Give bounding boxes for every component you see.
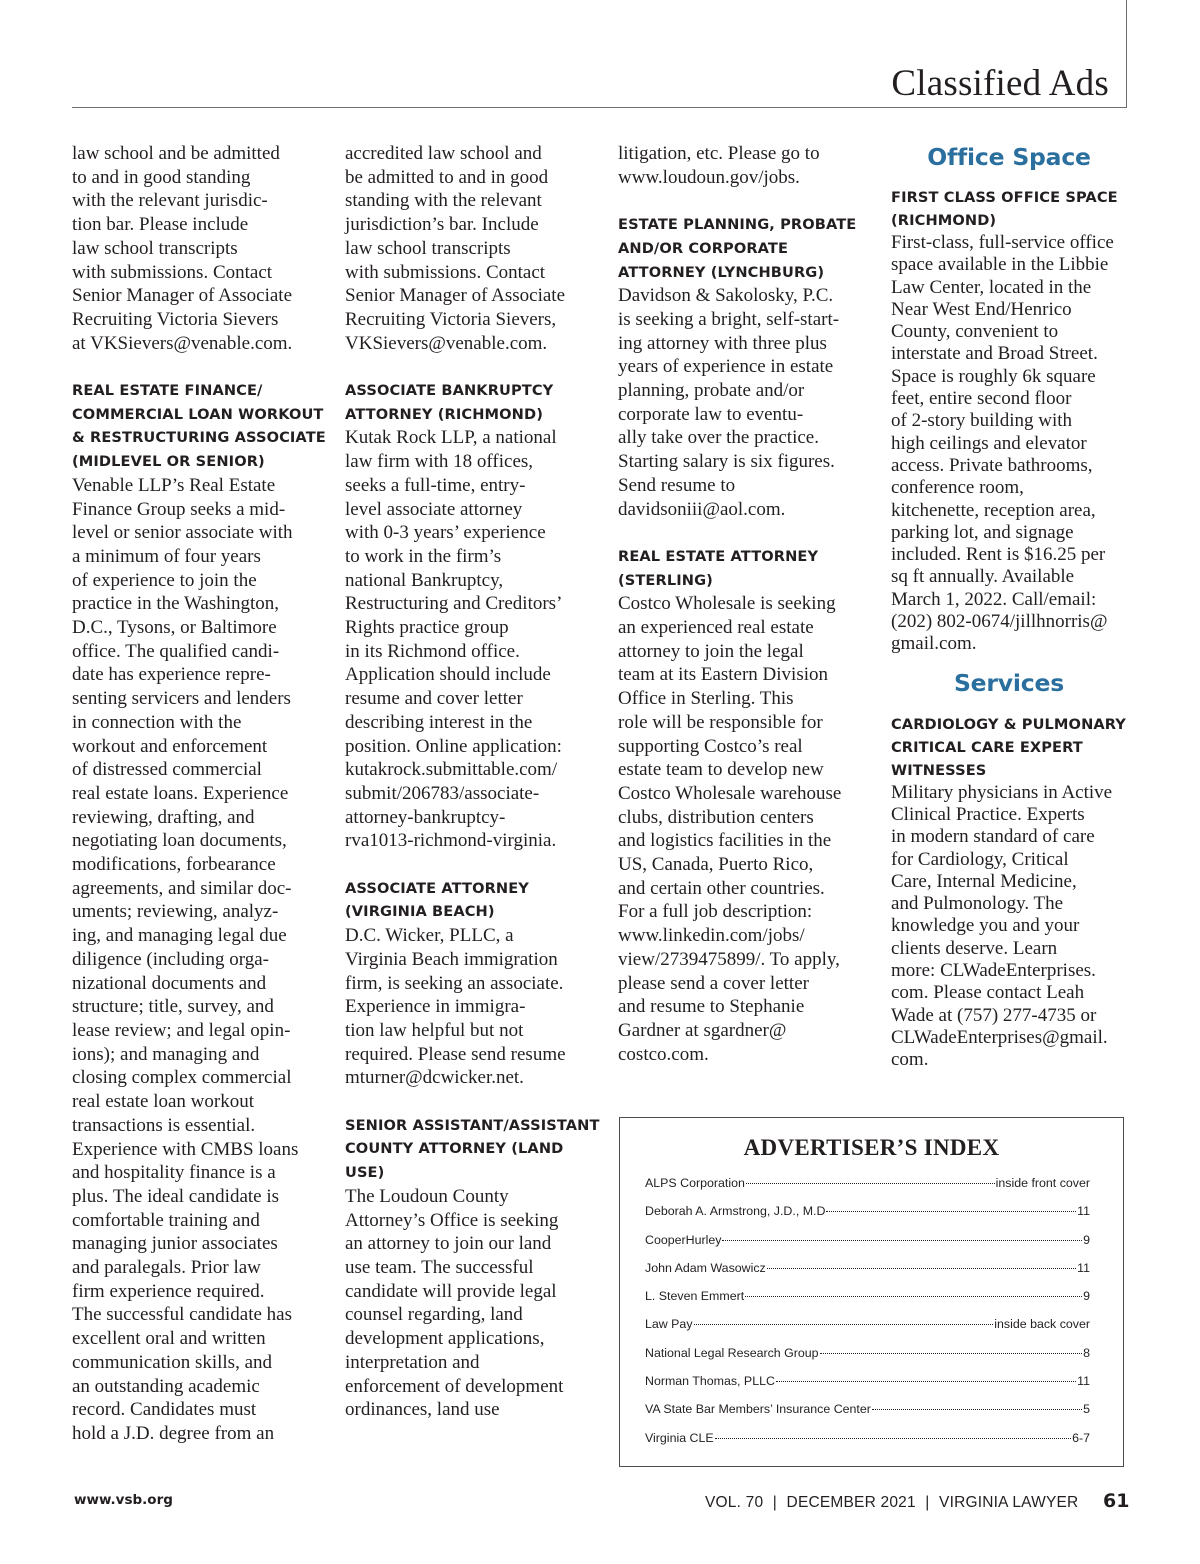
listing-body-line: in its Richmond office. (345, 640, 520, 662)
listing-body-line: Military physicians in Active (891, 781, 1113, 803)
listing-body-line: in modern standard of care (891, 826, 1095, 848)
listing-body-line: jurisdiction’s bar. Include (345, 214, 539, 236)
header-horizontal-rule (72, 107, 1127, 108)
paragraph-spacer (618, 521, 873, 545)
advertiser-page: 11 (1077, 1260, 1090, 1275)
advertiser-entry (645, 1233, 1090, 1261)
listing-heading-line: (RICHMOND) (891, 212, 997, 229)
header-vertical-rule (1126, 0, 1127, 107)
listing-body-line: and hospitality finance is a (72, 1162, 276, 1184)
listing-body-line: US, Canada, Puerto Rico, (618, 854, 814, 876)
listing-body-line: use team. The successful (345, 1257, 534, 1278)
listing-body-line: comfortable training and (72, 1209, 260, 1231)
listing-body-line: feet, entire second floor (891, 388, 1072, 410)
listing-heading-line: COMMERCIAL LOAN WORKOUT (72, 405, 324, 423)
advertiser-name: National Legal Research Group (645, 1345, 819, 1360)
listing-body-line: resume and cover letter (345, 688, 523, 710)
advertiser-entry (645, 1204, 1090, 1232)
listing-body-line: ions); and managing and (72, 1043, 260, 1065)
listing-heading (891, 186, 1127, 232)
listing-body-line: transactions is essential. (72, 1114, 256, 1136)
listing-body-line: development applications, (345, 1328, 545, 1350)
listing-heading (891, 713, 1127, 782)
listing-body-line: seeks a full-time, entry- (345, 474, 526, 496)
column-2 (345, 142, 600, 1422)
listing-body (618, 284, 873, 521)
listing-body-line: position. Online application: (345, 735, 562, 757)
listing-body-line: high ceilings and elevator (891, 432, 1087, 454)
listing-body-line: D.C. Wicker, PLLC, a (345, 925, 514, 947)
listing-body-line: and resume to Stephanie (618, 996, 805, 1018)
listing-body-line: kitchenette, reception area, (891, 499, 1096, 521)
footer-website[interactable]: www.vsb.org (74, 1492, 173, 1508)
listing-body-line: sq ft annually. Available (891, 566, 1075, 588)
listing-body-line: with submissions. Contact (72, 261, 273, 283)
advertiser-page: inside front cover (995, 1176, 1090, 1190)
listing-body-line: level or senior associate with (72, 522, 293, 544)
listing-body-line: Recruiting Victoria Sievers, (345, 308, 557, 330)
listing-body-line: years of experience in estate (618, 356, 834, 378)
listing-body-line: and certain other countries. (618, 877, 825, 899)
paragraph-spacer (345, 1090, 595, 1114)
listing-body-line: Near West End/Henrico (891, 298, 1072, 320)
listing-body (345, 1185, 595, 1422)
listing-body-line: of 2-story building with (891, 410, 1073, 432)
listing-heading-line: ASSOCIATE ATTORNEY (345, 879, 529, 897)
listing-heading-line: ATTORNEY (LYNCHBURG) (618, 263, 825, 281)
listing-body-line: davidsoniii@aol.com. (618, 498, 786, 520)
listing-body-line: workout and enforcement (72, 735, 268, 757)
listing-body-line: nizational documents and (72, 972, 267, 994)
advertiser-entry (645, 1317, 1090, 1345)
listing-body-line: Wade at (757) 277-4735 or (891, 1004, 1097, 1026)
listing-body-line: a minimum of four years (72, 545, 261, 567)
listing-body (72, 142, 322, 355)
listing-body-line: communication skills, and (72, 1351, 273, 1373)
listing-body-line: space available in the Libbie (891, 254, 1109, 276)
listing-body-line: uments; reviewing, analyz- (72, 901, 279, 923)
listing-body-line: in connection with the (72, 711, 242, 733)
listing-heading (72, 379, 326, 474)
listing-body-line: tion law helpful but not (345, 1019, 524, 1041)
listing-body-line: law school transcripts (72, 237, 238, 259)
listing-body-line: access. Private bathrooms, (891, 454, 1093, 476)
listing-body-line: Finance Group seeks a mid- (72, 498, 286, 520)
listing-body-line: structure; title, survey, and (72, 996, 274, 1018)
column-1 (72, 142, 326, 1446)
listing-body-line: submit/206783/associate- (345, 782, 540, 804)
listing-body (891, 232, 1127, 656)
listing-body-line: lease review; and legal opin- (72, 1020, 291, 1041)
footer-publication-info (705, 1494, 1078, 1512)
listing-body-line: date has experience repre- (72, 664, 271, 686)
listing-body (345, 142, 595, 355)
footer-separator: | (925, 1494, 930, 1511)
listing-body-line: law school transcripts (345, 237, 511, 259)
listing-body-line: an attorney to join our land (345, 1233, 552, 1255)
listing-body-line: diligence (including orga- (72, 948, 269, 970)
listing-body-line: Venable LLP’s Real Estate (72, 474, 276, 496)
dot-leader (776, 1381, 1076, 1382)
listing-body-line: is seeking a bright, self-start- (618, 308, 840, 330)
advertiser-page: 11 (1077, 1374, 1090, 1389)
listing-body-line: ing, and managing legal due (72, 925, 287, 947)
listing-body-line: March 1, 2022. Call/email: (891, 588, 1097, 610)
listing-body-line: for Cardiology, Critical (891, 848, 1069, 870)
listing-heading-line: ATTORNEY (RICHMOND) (345, 405, 543, 423)
advertiser-page: 5 (1083, 1402, 1090, 1417)
advertiser-entry (645, 1261, 1090, 1289)
listing-heading-line: SENIOR ASSISTANT/ASSISTANT (345, 1116, 600, 1134)
listing-body-line: with submissions. Contact (345, 261, 546, 283)
listing-body (345, 426, 595, 853)
listing-body-line: Space is roughly 6k square (891, 365, 1096, 387)
listing-body-line: Restructuring and Creditors’ (345, 593, 563, 615)
listing-body-line: and Pulmonology. The (891, 893, 1064, 915)
listing-body-line: CLWadeEnterprises@gmail. (891, 1026, 1108, 1048)
dot-leader (722, 1240, 1082, 1241)
listing-body-line: parking lot, and signage (891, 521, 1074, 543)
listing-heading-line: ESTATE PLANNING, PROBATE (618, 216, 857, 234)
listing-body-line: be admitted to and in good (345, 166, 549, 188)
advertiser-page: 6-7 (1072, 1430, 1090, 1445)
listing-body-line: closing complex commercial (72, 1067, 292, 1089)
advertiser-page: inside back cover (994, 1317, 1090, 1332)
listing-body-line: Senior Manager of Associate (345, 285, 566, 307)
listing-body-line: please send a cover letter (618, 972, 809, 994)
listing-body-line: VKSievers@venable.com. (345, 332, 548, 354)
dot-leader (820, 1353, 1083, 1354)
listing-heading-line: REAL ESTATE FINANCE/ (72, 382, 263, 400)
listing-body-line: mturner@dcwicker.net. (345, 1067, 524, 1089)
listing-body-line: more: CLWadeEnterprises. (891, 960, 1096, 982)
listing-heading-line: (MIDLEVEL OR SENIOR) (72, 453, 265, 471)
listing-body-line: tion bar. Please include (72, 214, 249, 236)
column-3 (618, 142, 873, 1066)
listing-body-line: The successful candidate has (72, 1304, 292, 1326)
listing-body (891, 782, 1127, 1072)
category-heading: Office Space (927, 143, 1091, 171)
listing-body-line: view/2739475899/. To apply, (618, 948, 840, 970)
listing-body-line: Clinical Practice. Experts (891, 803, 1085, 825)
listing-heading-line: WITNESSES (891, 761, 987, 779)
listing-body-line: (202) 802-0674/jillhnorris@ (891, 611, 1108, 633)
listing-heading-line: FIRST CLASS OFFICE SPACE (891, 189, 1118, 206)
advertiser-name: John Adam Wasowicz (645, 1260, 766, 1275)
listing-heading-line: CRITICAL CARE EXPERT (891, 738, 1083, 756)
category-heading: Services (953, 668, 1065, 697)
listing-body-line: describing interest in the (345, 711, 533, 733)
advertisers-index-box (619, 1117, 1124, 1467)
listing-heading-line: COUNTY ATTORNEY (LAND (345, 1140, 564, 1158)
listing-heading-line: ASSOCIATE BANKRUPTCY (345, 382, 554, 400)
listing-body-line: hold a J.D. degree from an (72, 1422, 275, 1444)
listing-body-line: Kutak Rock LLP, a national (345, 427, 557, 449)
listing-body-line: an outstanding academic (72, 1375, 260, 1397)
listing-body-line: gmail.com. (891, 633, 977, 655)
listing-heading-line: AND/OR CORPORATE (618, 239, 789, 257)
listing-body-line: role will be responsible for (618, 711, 823, 733)
listing-body-line: practice in the Washington, (72, 593, 280, 615)
listing-body-line: Send resume to (618, 474, 736, 496)
listing-body-line: attorney-bankruptcy- (345, 806, 506, 828)
listing-body-line: reviewing, drafting, and (72, 806, 255, 828)
listing-body-line: standing with the relevant (345, 190, 542, 212)
listing-body-line: real estate loans. Experience (72, 782, 289, 804)
listing-body-line: real estate loan workout (72, 1091, 255, 1113)
listing-body-line: of experience to join the (72, 569, 257, 591)
listing-heading (345, 1114, 600, 1185)
listing-heading (345, 379, 595, 426)
advertiser-page: 11 (1077, 1204, 1090, 1219)
listing-heading (345, 877, 595, 924)
advertiser-name: VA State Bar Members’ Insurance Center (645, 1402, 871, 1417)
listing-body-line: Virginia Beach immigration (345, 948, 558, 970)
listing-heading (618, 545, 873, 592)
dot-leader (694, 1324, 994, 1325)
listing-body-line: Care, Internal Medicine, (891, 870, 1077, 892)
advertiser-name: CooperHurley (645, 1232, 722, 1247)
listing-body-line: included. Rent is $16.25 per (891, 544, 1106, 566)
listing-body-line: www.linkedin.com/jobs/ (618, 925, 805, 947)
listing-body-line: rva1013-richmond-virginia. (345, 830, 557, 852)
dot-leader (745, 1296, 1082, 1297)
listing-body-line: com. Please contact Leah (891, 982, 1085, 1004)
listing-body-line: with the relevant jurisdic- (72, 190, 268, 212)
dot-leader (872, 1409, 1082, 1410)
listing-body-line: First-class, full-service office (891, 232, 1114, 253)
listing-body-line: law firm with 18 offices, (345, 451, 534, 473)
listing-body-line: Office in Sterling. This (618, 688, 794, 710)
dot-leader (767, 1268, 1076, 1269)
listing-heading-line: USE) (345, 1164, 385, 1182)
listing-body-line: The Loudoun County (345, 1185, 509, 1207)
listing-body-line: Application should include (345, 664, 551, 686)
listing-body-line: For a full job description: (618, 901, 813, 923)
advertiser-name: Virginia CLE (645, 1430, 714, 1445)
listing-body-line: team at its Eastern Division (618, 664, 829, 686)
listing-body-line: Rights practice group (345, 617, 509, 639)
advertiser-page: 8 (1083, 1345, 1090, 1360)
listing-body-line: required. Please send resume (345, 1043, 566, 1065)
listing-body (618, 592, 873, 1066)
dot-leader (746, 1183, 995, 1184)
listing-body-line: costco.com. (618, 1043, 709, 1065)
listing-heading-line: (VIRGINIA BEACH) (345, 903, 495, 921)
listing-body-line: of distressed commercial (72, 759, 262, 781)
listing-body (72, 474, 322, 1446)
listing-body-line: attorney to join the legal (618, 640, 804, 662)
listing-body-line: Davidson & Sakolosky, P.C. (618, 285, 834, 307)
advertiser-name: Deborah A. Armstrong, J.D., M.D (645, 1204, 826, 1219)
listing-body-line: Attorney’s Office is seeking (345, 1209, 559, 1231)
listing-body-line: www.loudoun.gov/jobs. (618, 166, 800, 188)
listing-body-line: Costco Wholesale warehouse (618, 782, 842, 804)
listing-body-line: com. (891, 1049, 929, 1071)
advertiser-entry (645, 1176, 1090, 1204)
paragraph-spacer (72, 355, 322, 379)
listing-body-line: ally take over the practice. (618, 427, 819, 449)
listing-body-line: to and in good standing (72, 166, 251, 188)
listing-body-line: Recruiting Victoria Sievers (72, 308, 279, 330)
listing-body-line: and paralegals. Prior law (72, 1257, 261, 1279)
advertiser-page: 9 (1083, 1289, 1090, 1304)
listing-body-line: managing junior associates (72, 1233, 278, 1255)
dot-leader (826, 1211, 1076, 1212)
listing-body-line: enforcement of development (345, 1375, 564, 1397)
listing-body-line: litigation, etc. Please go to (618, 143, 820, 164)
listing-body-line: at VKSievers@venable.com. (72, 332, 293, 354)
listing-body-line: Gardner at sgardner@ (618, 1019, 787, 1041)
listing-body-line: corporate law to eventu- (618, 403, 804, 425)
footer-publication: VIRGINIA LAWYER (939, 1494, 1079, 1511)
advertiser-entry (645, 1289, 1090, 1317)
listing-body-line: law school and be admitted (72, 143, 280, 164)
listing-body-line: and logistics facilities in the (618, 830, 832, 852)
advertiser-page: 9 (1083, 1232, 1090, 1247)
listing-body-line: kutakrock.submittable.com/ (345, 759, 558, 781)
listing-body-line: conference room, (891, 477, 1024, 499)
listing-body-line: modifications, forbearance (72, 854, 276, 876)
listing-body-line: accredited law school and (345, 143, 542, 164)
listing-body-line: clubs, distribution centers (618, 806, 814, 828)
listing-body-line: Experience in immigra- (345, 996, 526, 1018)
listing-body-line: to work in the firm’s (345, 545, 502, 567)
listing-body-line: supporting Costco’s real (618, 735, 803, 757)
listing-body-line: office. The qualified candi- (72, 640, 280, 662)
advertiser-name: Norman Thomas, PLLC (645, 1374, 775, 1389)
advertiser-entry (645, 1431, 1090, 1459)
dot-leader (715, 1438, 1071, 1439)
listing-body-line: plus. The ideal candidate is (72, 1185, 280, 1207)
listing-body-line: interpretation and (345, 1351, 480, 1373)
listing-body-line: an experienced real estate (618, 617, 814, 639)
paragraph-spacer (345, 355, 595, 379)
listing-body-line: Senior Manager of Associate (72, 285, 293, 307)
advertiser-entry (645, 1402, 1090, 1430)
listing-body-line: Costco Wholesale is seeking (618, 593, 836, 615)
listing-body-line: firm experience required. (72, 1280, 265, 1302)
footer-separator: | (772, 1494, 778, 1511)
listing-body-line: senting servicers and lenders (72, 688, 291, 710)
listing-heading (618, 213, 873, 284)
listing-body-line: record. Candidates must (72, 1399, 257, 1421)
paragraph-spacer (345, 853, 595, 877)
listing-body-line: D.C., Tysons, or Baltimore (72, 617, 277, 639)
page-number: 61 (1103, 1490, 1130, 1512)
listing-body-line: ordinances, land use (345, 1399, 500, 1421)
listing-body-line: planning, probate and/or (618, 380, 805, 402)
advertiser-name: ALPS Corporation (645, 1176, 745, 1190)
listing-body-line: firm, is seeking an associate. (345, 972, 564, 994)
paragraph-spacer (618, 189, 873, 213)
listing-body-line: counsel regarding, land (345, 1304, 523, 1326)
advertiser-name: Law Pay (645, 1317, 693, 1332)
listing-body-line: Experience with CMBS loans (72, 1138, 299, 1160)
advertiser-entry (645, 1374, 1090, 1402)
listing-heading-line: & RESTRUCTURING ASSOCIATE (72, 429, 326, 447)
listing-body-line: ing attorney with three plus (618, 332, 827, 354)
column-4 (891, 142, 1127, 1072)
listing-body-line: agreements, and similar doc- (72, 877, 292, 899)
listing-body-line: excellent oral and written (72, 1328, 266, 1350)
listing-body-line: candidate will provide legal (345, 1280, 557, 1302)
listing-body-line: County, convenient to (891, 321, 1059, 343)
listing-body-line: clients deserve. Learn (891, 937, 1058, 959)
advertiser-entry (645, 1346, 1090, 1374)
listing-heading-line: CARDIOLOGY & PULMONARY (891, 715, 1126, 733)
listing-body-line: negotiating loan documents, (72, 830, 287, 852)
advertisers-index-list (645, 1176, 1090, 1459)
listing-body-line: interstate and Broad Street. (891, 343, 1098, 365)
listing-body-line: estate team to develop new (618, 759, 824, 781)
listing-body-line: level associate attorney (345, 498, 523, 520)
listing-body-line: knowledge you and your (891, 915, 1080, 937)
listing-body-line: Law Center, located in the (891, 276, 1092, 298)
listing-body-line: with 0-3 years’ experience (345, 522, 546, 544)
listing-heading-line: REAL ESTATE ATTORNEY (618, 547, 819, 565)
listing-body (618, 142, 873, 189)
listing-body-line: Starting salary is six figures. (618, 451, 835, 473)
section-title: Classified Ads (891, 63, 1109, 104)
listing-body-line: national Bankruptcy, (345, 569, 504, 591)
footer-volume: VOL. 70 (705, 1494, 764, 1511)
advertiser-name: L. Steven Emmert (645, 1289, 745, 1304)
footer-date: DECEMBER 2021 (786, 1494, 916, 1511)
advertisers-index-title: ADVERTISER’S INDEX (743, 1135, 1000, 1160)
listing-heading-line: (STERLING) (618, 571, 713, 589)
listing-body (345, 924, 595, 1090)
